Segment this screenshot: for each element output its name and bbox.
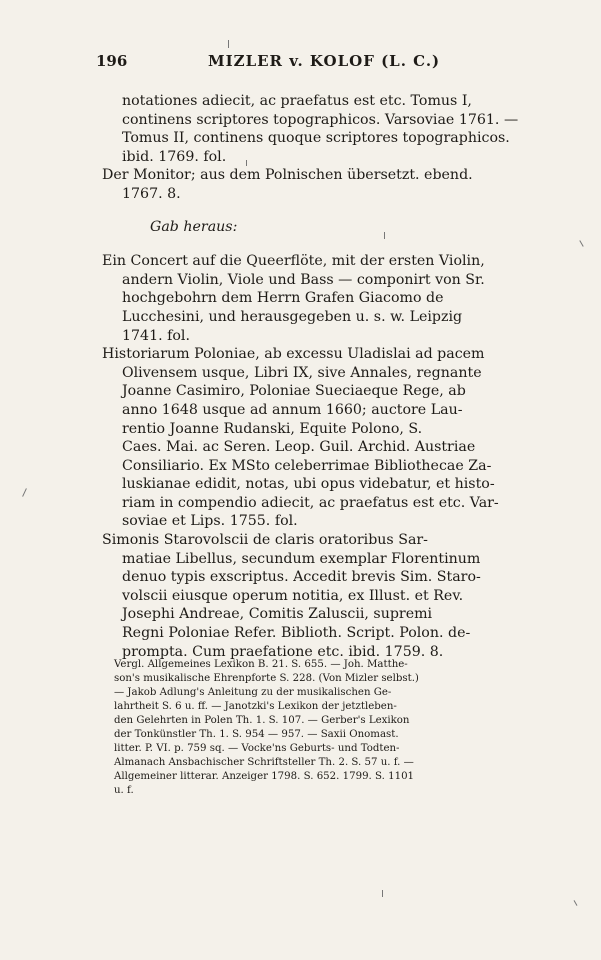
note-line: son's musikalische Ehrenpforte S. 228. (Von Mizler selbst.): [114, 673, 419, 684]
scan-mark: [579, 240, 583, 247]
scan-mark: [382, 890, 383, 897]
text-line: Josephi Andreae, Comitis Zaluscii, supremi: [122, 606, 433, 623]
gab-heraus-heading: Gab heraus:: [150, 218, 238, 235]
note-line: Vergl. Allgemeines Lexikon B. 21. S. 655. — Joh. Matthe-: [114, 659, 408, 670]
note-line: Allgemeiner litterar. Anzeiger 1798. S. 652. 1799. S. 1101: [114, 771, 415, 782]
note-line: der Tonkünstler Th. 1. S. 954 — 957. — Saxii Onomast.: [114, 729, 399, 740]
main-text: [102, 92, 538, 661]
text-line: riam in compendio adiecit, ac praefatus est etc. Var-: [122, 494, 499, 511]
text-line: denuo typis exscriptus. Accedit brevis Sim. Staro-: [122, 569, 481, 586]
text-line: notationes adiecit, ac praefatus est etc. Tomus I,: [122, 93, 472, 109]
text-line: Der Monitor; aus dem Polnischen übersetzt. ebend.: [102, 167, 473, 184]
text-line: 1767. 8.: [122, 185, 181, 202]
text-line: matiae Libellus, secundum exemplar Florentinum: [122, 550, 481, 567]
entry-simonis: [102, 531, 538, 661]
note-line: Almanach Ansbachischer Schriftsteller Th. 2. S. 57 u. f. —: [114, 757, 414, 768]
note-line: den Gelehrten in Polen Th. 1. S. 107. — Gerber's Lexikon: [114, 715, 410, 726]
references-note: [114, 658, 546, 798]
text-line: hochgebohrn dem Herrn Grafen Giacomo de: [122, 290, 444, 307]
entry-historiarum: [102, 345, 538, 531]
scan-mark: [384, 232, 385, 239]
text-line: rentio Joanne Rudanski, Equite Polono, S.: [122, 420, 423, 437]
scan-mark: [228, 40, 229, 48]
text-line: volscii eiusque operum notitia, ex Illust. et Rev.: [122, 587, 464, 604]
text-line: andern Violin, Viole und Bass — componirt von Sr.: [122, 271, 485, 288]
entry-continuation: [102, 92, 538, 166]
note-line: lahrtheit S. 6 u. ff. — Janotzki's Lexikon der jetztleben-: [114, 701, 397, 712]
text-line: Caes. Mai. ac Seren. Leop. Guil. Archid. Austriae: [122, 439, 476, 456]
scan-mark: [22, 488, 27, 497]
text-line: soviae et Lips. 1755. fol.: [122, 513, 298, 530]
running-head: MIZLER v. KOLOF (L. C.): [208, 52, 441, 70]
text-line: Regni Poloniae Refer. Biblioth. Script. Polon. de-: [122, 625, 471, 642]
scan-mark: [246, 160, 247, 166]
page-number: 196: [96, 52, 128, 70]
text-line: Historiarum Poloniae, ab excessu Uladislai ad pacem: [102, 346, 485, 363]
text-line: continens scriptores topographicos. Varsoviae 1761. —: [122, 111, 519, 128]
text-line: prompta. Cum praefatione etc. ibid. 1759. 8.: [122, 643, 444, 660]
page-header: [96, 50, 541, 74]
text-line: ibid. 1769. fol.: [122, 148, 227, 165]
text-line: Ein Concert auf die Queerflöte, mit der ersten Violin,: [102, 253, 485, 270]
note-line: u. f.: [114, 785, 134, 796]
text-line: Simonis Starovolscii de claris oratoribus Sar-: [102, 532, 428, 549]
text-line: luskianae edidit, notas, ubi opus videbatur, et histo-: [122, 476, 495, 493]
text-line: Tomus II, continens quoque scriptores topographicos.: [122, 130, 510, 147]
entry-concert: [102, 252, 538, 345]
text-line: Olivensem usque, Libri IX, sive Annales, regnante: [122, 364, 482, 381]
text-line: Joanne Casimiro, Poloniae Sueciaeque Rege, ab: [122, 383, 466, 400]
text-line: 1741. fol.: [122, 327, 190, 344]
text-line: anno 1648 usque ad annum 1660; auctore Lau-: [122, 401, 463, 418]
note-line: litter. P. VI. p. 759 sq. — Vocke'ns Geburts- und Todten-: [114, 743, 400, 754]
note-line: — Jakob Adlung's Anleitung zu der musikalischen Ge-: [114, 687, 392, 698]
scan-mark: [574, 900, 578, 906]
text-line: Lucchesini, und herausgegeben u. s. w. Leipzig: [122, 308, 463, 325]
text-line: Consiliario. Ex MSto celeberrimae Bibliothecae Za-: [122, 457, 492, 474]
entry-monitor: [102, 166, 538, 203]
